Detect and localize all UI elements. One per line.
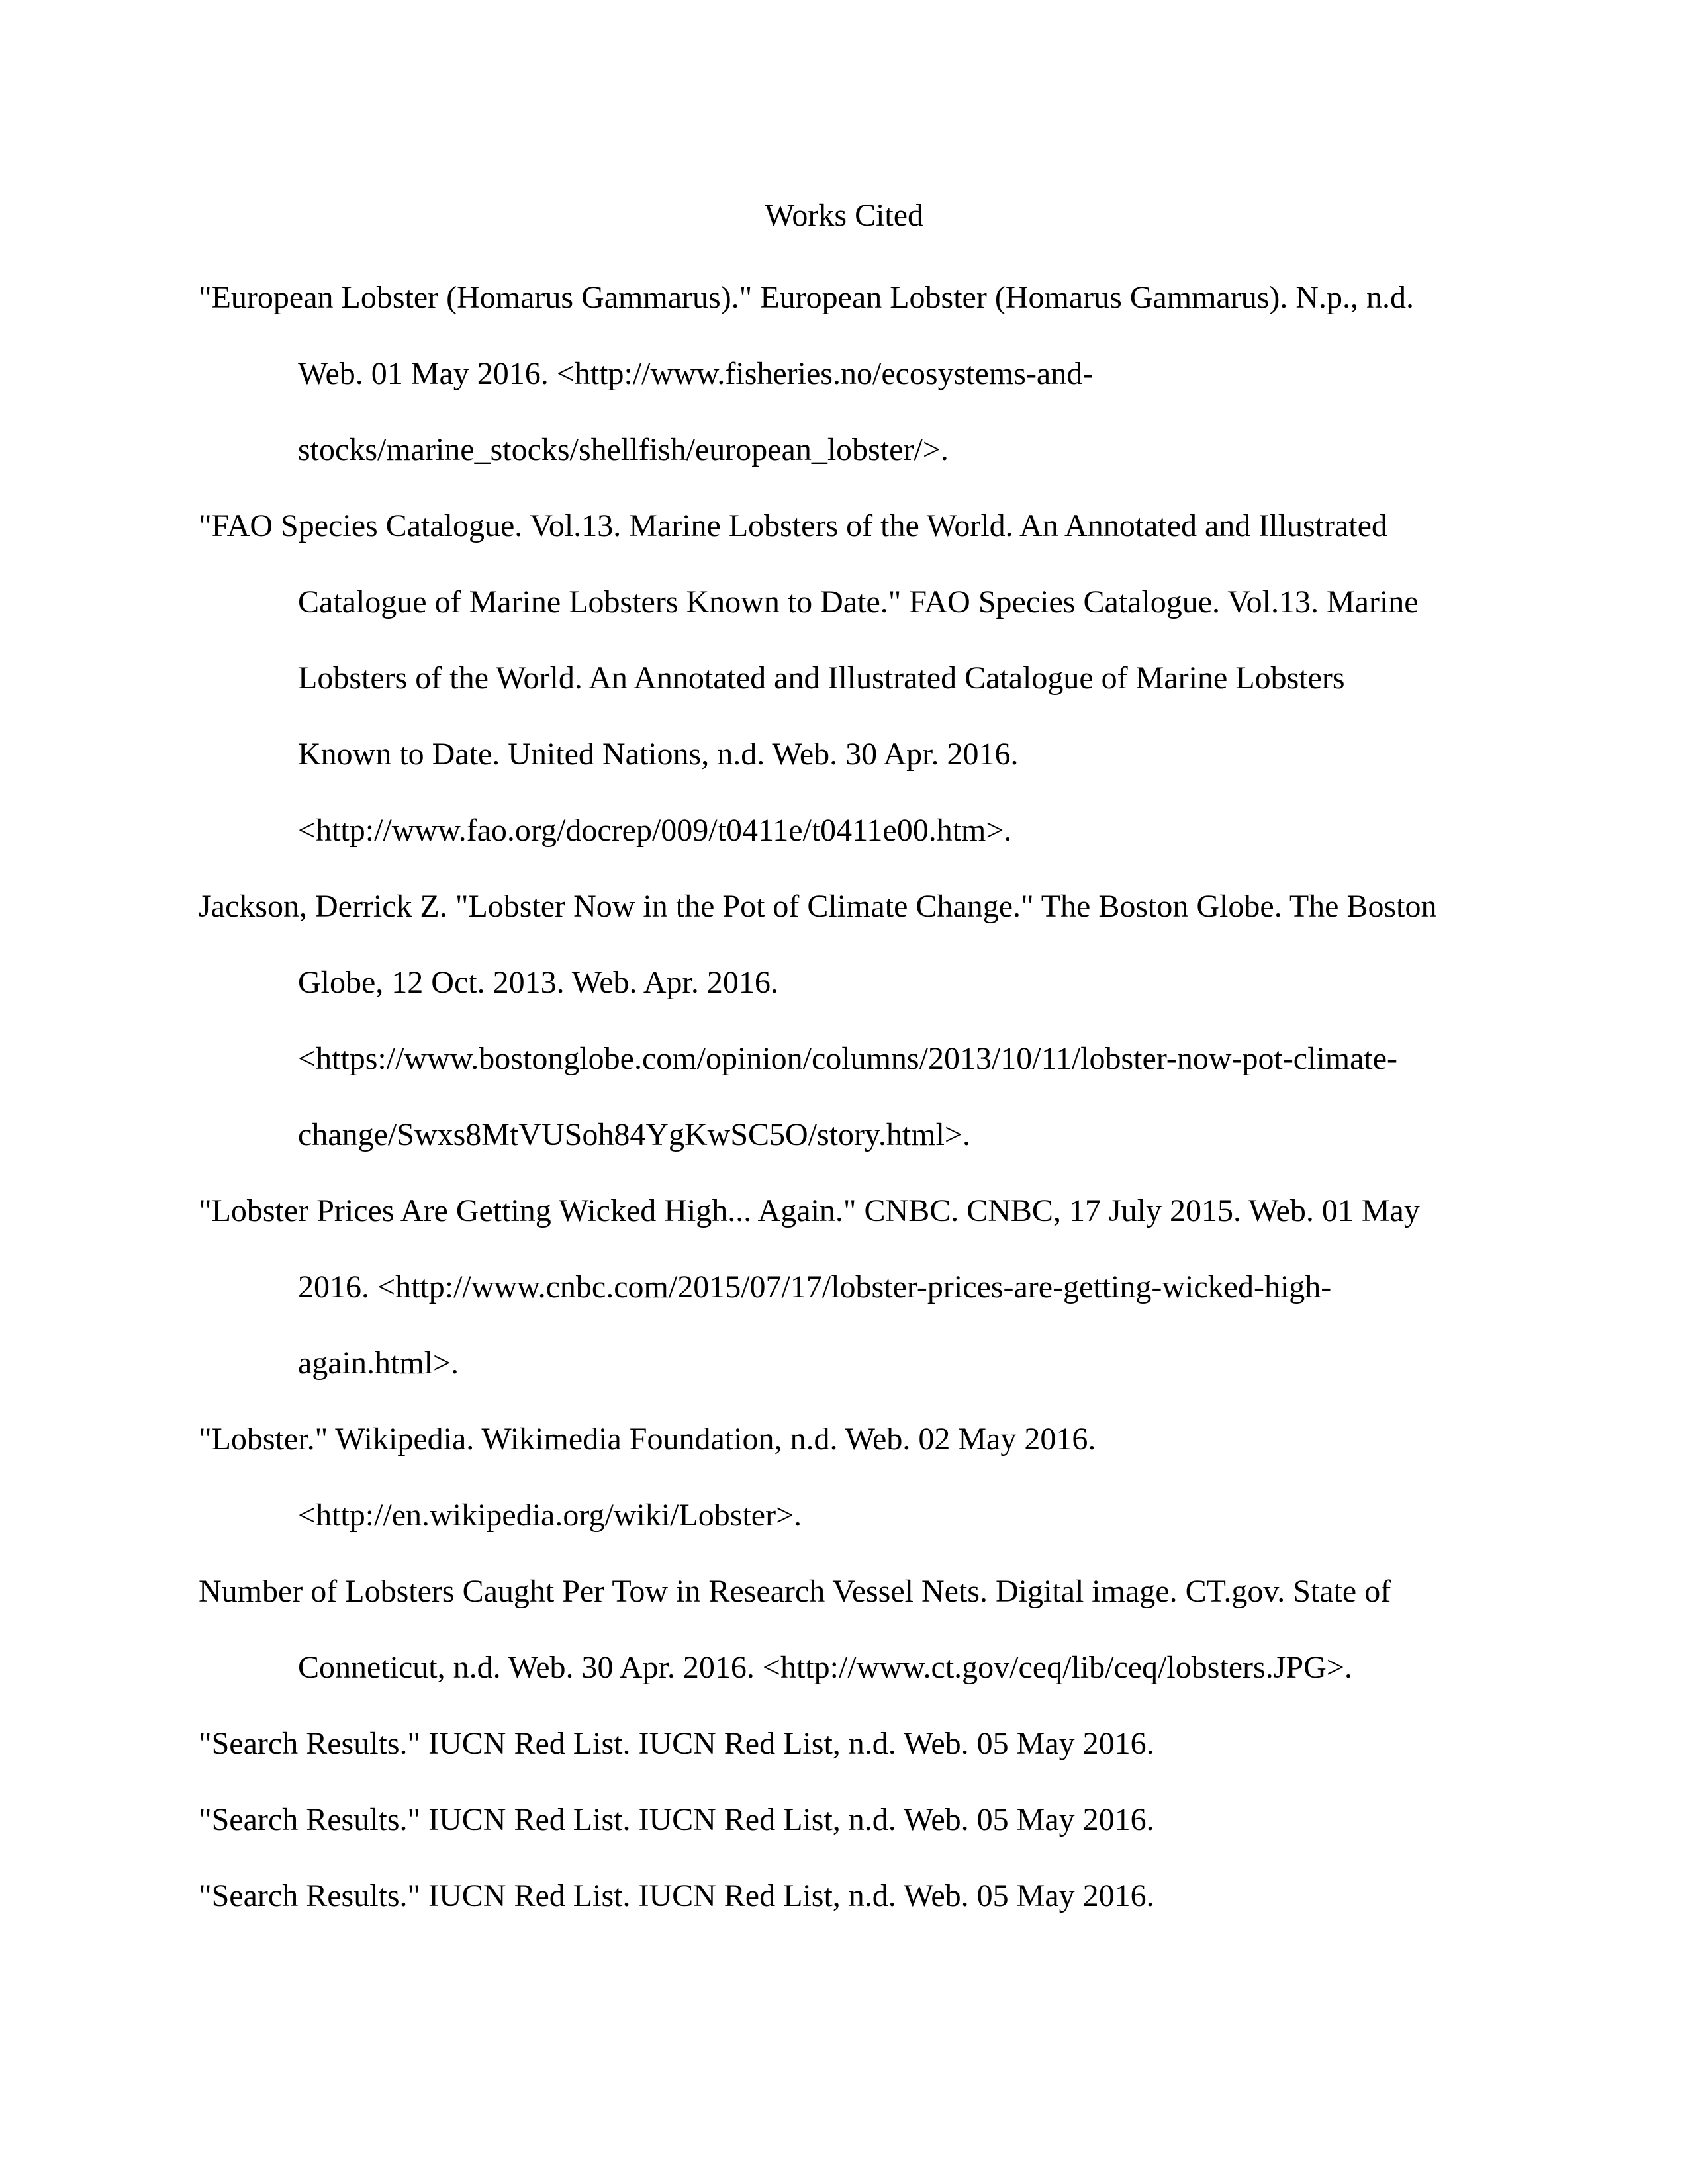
citation-iucn-3: "Search Results." IUCN Red List. IUCN Red List, n.d. Web. 05 May 2016. <box>199 1878 1154 1913</box>
citation-jackson-line-3: <https://www.bostonglobe.com/opinion/columns/2013/10/11/lobster-now-pot-climate- <box>298 1041 1398 1076</box>
citation-jackson-line-4: change/Swxs8MtVUSoh84YgKwSC5O/story.html>. <box>298 1117 970 1152</box>
citation-european-lobster-line-2: Web. 01 May 2016. <http://www.fisheries.no/ecosystems-and- <box>298 356 1094 391</box>
citation-iucn-1: "Search Results." IUCN Red List. IUCN Red List, n.d. Web. 05 May 2016. <box>199 1726 1154 1761</box>
citation-jackson-line-2: Globe, 12 Oct. 2013. Web. Apr. 2016. <box>298 965 778 1000</box>
citation-fao-catalogue-line-3: Lobsters of the World. An Annotated and Illustrated Catalogue of Marine Lobsters <box>298 660 1345 696</box>
citation-fao-catalogue-line-4: Known to Date. United Nations, n.d. Web. 30 Apr. 2016. <box>298 737 1019 772</box>
citation-ct-gov-line-1: Number of Lobsters Caught Per Tow in Research Vessel Nets. Digital image. CT.gov. State of <box>199 1574 1391 1609</box>
citation-iucn-2: "Search Results." IUCN Red List. IUCN Red List, n.d. Web. 05 May 2016. <box>199 1802 1154 1837</box>
citation-jackson-line-1: Jackson, Derrick Z. "Lobster Now in the Pot of Climate Change." The Boston Globe. The Boston <box>199 889 1437 924</box>
citation-european-lobster-line-3: stocks/marine_stocks/shellfish/european_lobster/>. <box>298 432 949 467</box>
citation-wikipedia-line-2: <http://en.wikipedia.org/wiki/Lobster>. <box>298 1498 802 1533</box>
citation-fao-catalogue-line-2: Catalogue of Marine Lobsters Known to Date." FAO Species Catalogue. Vol.13. Marine <box>298 584 1419 619</box>
citation-european-lobster-line-1: "European Lobster (Homarus Gammarus)." European Lobster (Homarus Gammarus). N.p., n.d. <box>199 280 1415 315</box>
citation-cnbc-line-3: again.html>. <box>298 1345 459 1381</box>
citation-fao-catalogue-line-5: <http://www.fao.org/docrep/009/t0411e/t0411e00.htm>. <box>298 813 1012 848</box>
citation-wikipedia-line-1: "Lobster." Wikipedia. Wikimedia Foundation, n.d. Web. 02 May 2016. <box>199 1422 1096 1457</box>
page-title: Works Cited <box>764 198 924 233</box>
citation-ct-gov-line-2: Conneticut, n.d. Web. 30 Apr. 2016. <http://www.ct.gov/ceq/lib/ceq/lobsters.JPG>. <box>298 1650 1352 1685</box>
citation-cnbc-line-1: "Lobster Prices Are Getting Wicked High... Again." CNBC. CNBC, 17 July 2015. Web. 01 May <box>199 1193 1420 1228</box>
citation-cnbc-line-2: 2016. <http://www.cnbc.com/2015/07/17/lobster-prices-are-getting-wicked-high- <box>298 1269 1332 1304</box>
citation-fao-catalogue-line-1: "FAO Species Catalogue. Vol.13. Marine Lobsters of the World. An Annotated and Illustrated <box>199 508 1387 543</box>
